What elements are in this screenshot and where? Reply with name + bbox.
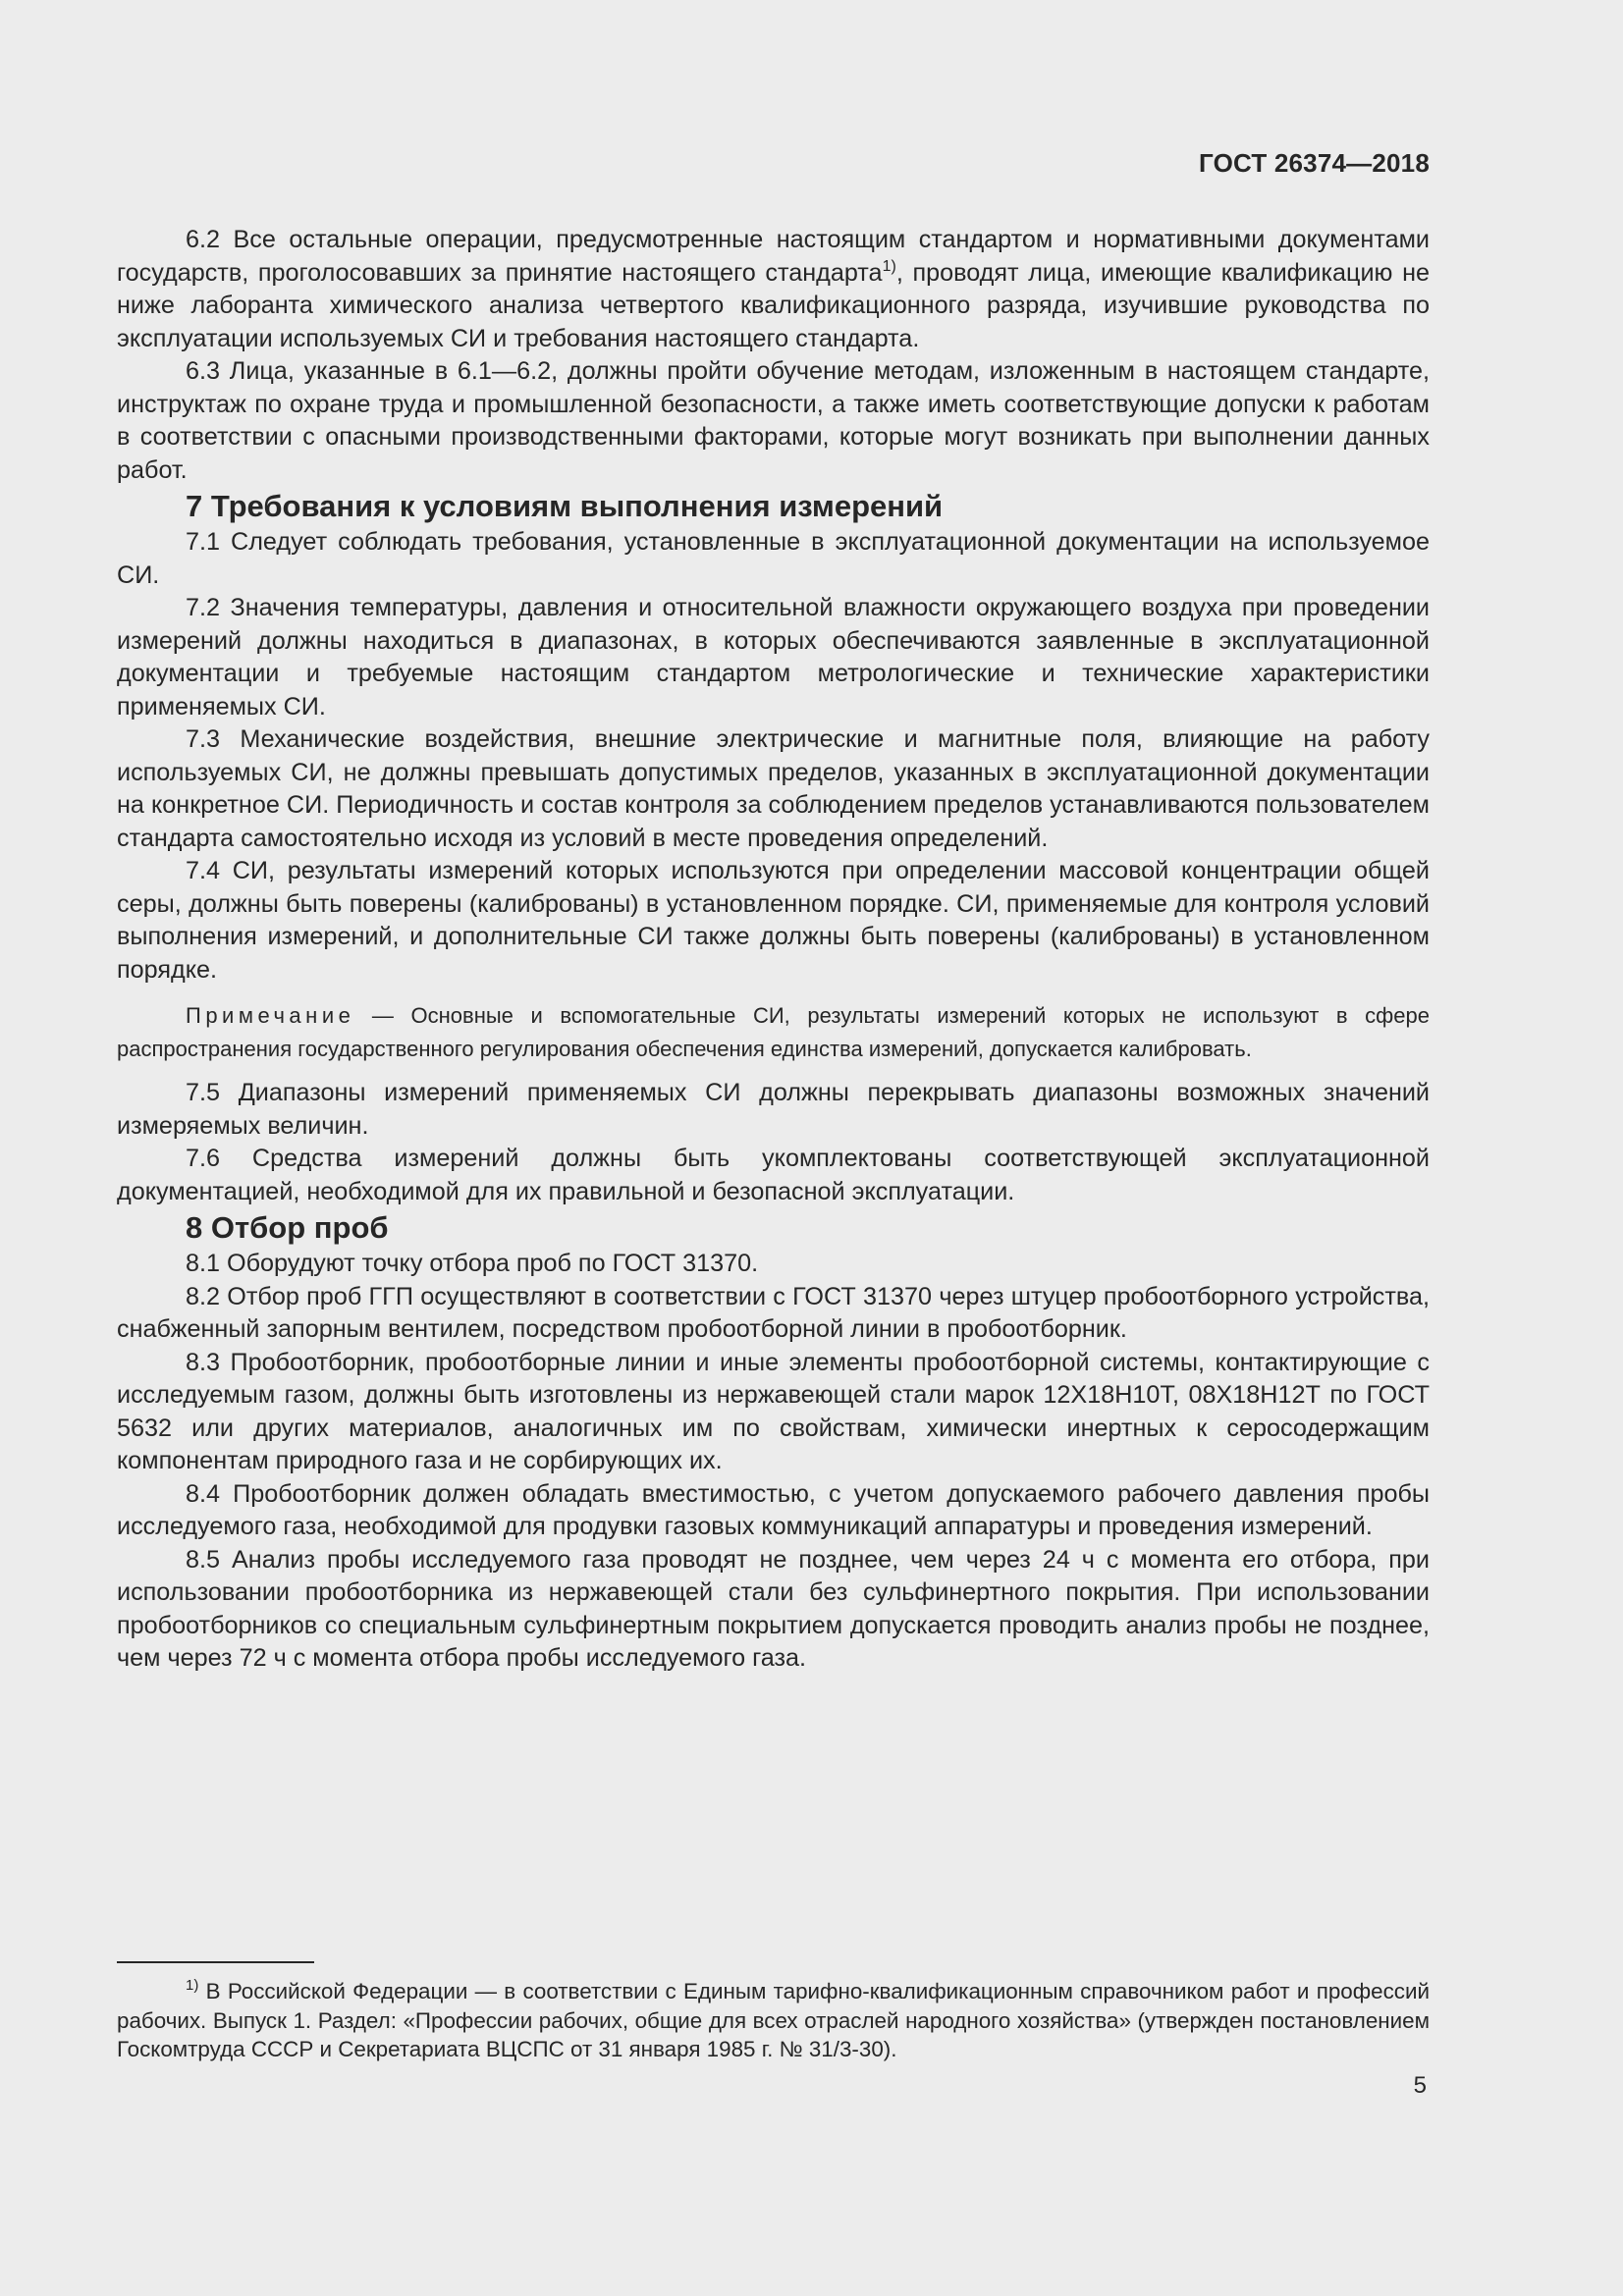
paragraph-7-2: 7.2 Значения температуры, давления и относительной влажности окружающего воздуха при проведении измерений должны находиться в диапазонах, в которых обеспечиваются заявленные в эксплуатационной документации и требуемые настоящим стандартом метрологические и технические характеристики применяемых СИ.	[117, 594, 1430, 721]
paragraph-8-2: 8.2 Отбор проб ГГП осуществляют в соответствии с ГОСТ 31370 через штуцер пробоотборного устройства, снабженный запорным вентилем, посредством пробоотборной линии в пробоотборник.	[117, 1282, 1430, 1343]
paragraph-8-5: 8.5 Анализ пробы исследуемого газа проводят не позднее, чем через 24 ч с момента его отбора, при использовании пробоотборника из нержавеющей стали без сульфинертного покрытия. При использовании пробоотборников со специальным сульфинертным покрытием допускается проводить анализ пробы не позднее, чем через 72 ч с момента отбора пробы исследуемого газа.	[117, 1545, 1430, 1672]
paragraph-7-6: 7.6 Средства измерений должны быть укомплектованы соответствующей эксплуатационной документацией, необходимой для их правильной и безопасной эксплуатации.	[117, 1145, 1430, 1205]
paragraph-7-4: 7.4 СИ, результаты измерений которых используются при определении массовой концентрации общей серы, должны быть поверены (калиброваны) в установленном порядке. СИ, применяемые для контроля условий выполнения измерений, и дополнительные СИ также должны быть поверены (калиброваны) в установленном порядке.	[117, 857, 1430, 984]
paragraph-8-3: 8.3 Пробоотборник, пробоотборные линии и иные элементы пробоотборной системы, контактирующие с исследуемым газом, должны быть изготовлены из нержавеющей стали марок 12Х18Н10Т, 08Х18Н12Т по ГОСТ 5632 или других материалов, аналогичных им по свойствам, химически инертных к серосодержащим компонентам природного газа и не сорбирующих их.	[117, 1348, 1430, 1474]
paragraph-8-1: 8.1 Оборудуют точку отбора проб по ГОСТ 31370.	[186, 1250, 759, 1277]
section-8-heading: 8 Отбор проб	[186, 1210, 389, 1245]
paragraph-7-1: 7.1 Следует соблюдать требования, установленные в эксплуатационной документации на используемое СИ.	[117, 528, 1430, 589]
paragraph-7-3: 7.3 Механические воздействия, внешние электрические и магнитные поля, влияющие на работу используемых СИ, не должны превышать допустимых пределов, указанных в эксплуатационной документации на конкретное СИ. Периодичность и состав контроля за соблюдением пределов устанавливаются пользователем стандарта самостоятельно исходя из условий в месте проведения определений.	[117, 725, 1430, 852]
paragraph-8-4: 8.4 Пробоотборник должен обладать вместимостью, с учетом допускаемого рабочего давления пробы исследуемого газа, необходимой для продувки газовых коммуникаций аппаратуры и проведения измерений.	[117, 1479, 1430, 1540]
footnote-text: В Российской Федерации — в соответствии с Единым тарифно-квалификационным справочником работ и профессий рабочих. Выпуск 1. Раздел: «Профессии рабочих, общие для всех отраслей народного хозяйства» (утвержден постановлением Госкомтруда СССР и Секретариата ВЦСПС от 31 января 1985 г. № 31/3-30).	[117, 1979, 1430, 2061]
document-header: ГОСТ 26374—2018	[1199, 148, 1430, 178]
note	[117, 999, 1430, 1065]
section-7-heading: 7 Требования к условиям выполнения измерений	[186, 489, 944, 523]
footnote-divider	[117, 1961, 314, 1963]
note-label: Примечание	[186, 1003, 355, 1028]
paragraph-6-3: 6.3 Лица, указанные в 6.1—6.2, должны пройти обучение методам, изложенным в настоящем стандарте, инструктаж по охране труда и промышленной безопасности, а также иметь соответствующие допуски к работам в соответствии с опасными производственными факторами, которые могут возникать при выполнении данных работ.	[117, 357, 1430, 484]
note-text: — Основные и вспомогательные СИ, результаты измерений которых не используют в сфере распространения государственного регулирования обеспечения единства измерений, допускается калибровать.	[117, 1003, 1430, 1061]
footnote-reference: 1)	[882, 257, 896, 275]
paragraph-7-5: 7.5 Диапазоны измерений применяемых СИ должны перекрывать диапазоны возможных значений измеряемых величин.	[117, 1079, 1430, 1140]
page-number: 5	[1413, 2072, 1427, 2099]
document-body	[117, 224, 1430, 1676]
paragraph-6-2	[117, 224, 1430, 355]
footnote-marker: 1)	[186, 1977, 199, 1994]
paragraph-6-2-text-start: 6.2 Все остальные операции, предусмотренные настоящим стандартом и нормативными документами государств, проголосовавших за принятие настоящего стандарта	[117, 226, 1430, 287]
footnote	[117, 1977, 1430, 2064]
paragraph-6-2-text-end: , проводят лица, имеющие квалификацию не ниже лаборанта химического анализа четвертого квалификационного разряда, изучившие руководства по эксплуатации используемых СИ и требования настоящего стандарта.	[117, 258, 1430, 352]
